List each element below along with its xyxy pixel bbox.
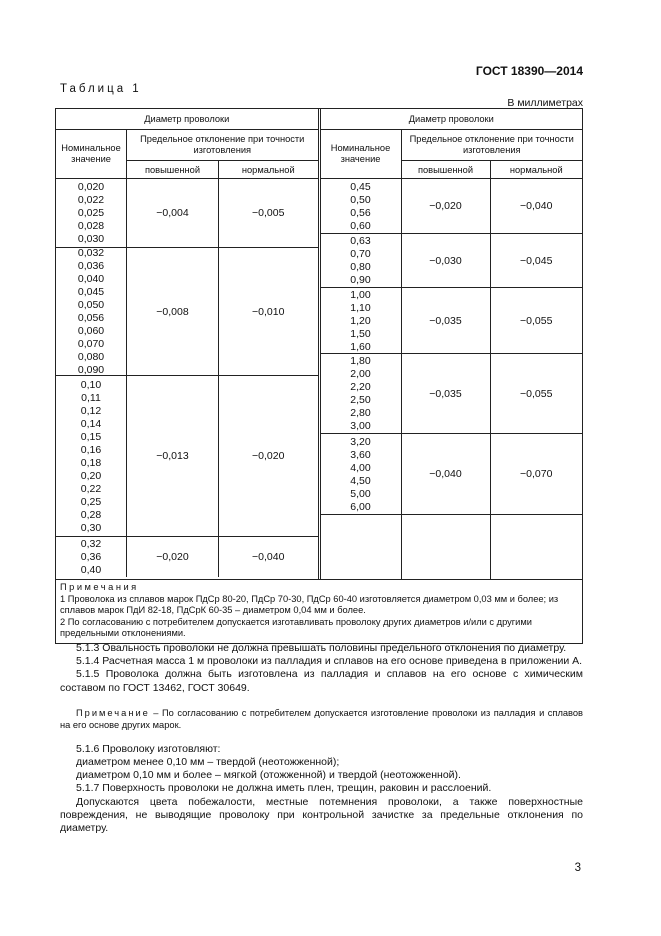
- nominal-value: 0,22: [80, 482, 102, 495]
- increased-deviation-cell: [402, 515, 491, 579]
- table-row: [56, 376, 318, 537]
- increased-deviation-cell: −0,035: [402, 354, 491, 433]
- nominal-values-cell: [56, 537, 127, 577]
- nominal-value: 0,11: [81, 391, 101, 404]
- nominal-value: 1,20: [350, 314, 371, 327]
- normal-deviation-cell: −0,005: [252, 207, 285, 219]
- nominal-value: 0,12: [80, 404, 102, 417]
- nominal-value: 0,40: [80, 564, 102, 576]
- nominal-value: 0,080: [77, 351, 105, 363]
- nominal-value: 0,030: [77, 233, 105, 245]
- tolerance-table: [55, 108, 583, 644]
- nominal-value: 0,63: [350, 235, 371, 247]
- nominal-value: 0,028: [77, 220, 105, 232]
- normal-deviation-cell: −0,040: [252, 551, 285, 563]
- table-row: [321, 354, 583, 434]
- nominal-value: 2,20: [350, 381, 371, 393]
- col-increased: повышенной: [127, 161, 219, 178]
- note-2: 2 По согласованию с потребителем допускается изготавливать проволоку других диаметров и/или с другими предельными отклонениями.: [60, 616, 532, 638]
- nominal-value: 2,80: [350, 407, 371, 419]
- normal-deviation-cell: −0,010: [252, 305, 285, 318]
- nominal-values-cell: [56, 179, 127, 247]
- nominal-value: 0,025: [77, 207, 105, 219]
- header-row: [56, 130, 318, 179]
- nominal-value: 5,00: [350, 487, 371, 500]
- nominal-value: 0,040: [77, 273, 105, 285]
- normal-deviation-cell: −0,020: [252, 450, 285, 462]
- nominal-value: 0,056: [77, 312, 105, 324]
- nominal-values-cell: [321, 234, 402, 287]
- table-units: В миллиметрах: [507, 97, 583, 109]
- nominal-value: 0,020: [77, 181, 105, 193]
- left-rows: [56, 179, 318, 577]
- nominal-value: 0,28: [80, 508, 102, 521]
- nominal-value: 0,60: [350, 219, 371, 232]
- increased-deviation-cell: −0,040: [402, 434, 491, 514]
- nominal-values-cell: [56, 376, 127, 536]
- nominal-value: 0,16: [80, 443, 102, 456]
- col-deviation: Предельное отклонение при точности изготовления: [402, 130, 583, 161]
- normal-deviation-cell: −0,070: [520, 468, 553, 480]
- nominal-value: 0,14: [80, 417, 102, 430]
- increased-deviation-cell: −0,020: [402, 179, 491, 233]
- nominal-value: 3,00: [350, 420, 371, 432]
- nominal-value: 0,56: [350, 206, 371, 219]
- nominal-values-cell: [321, 354, 402, 433]
- nominal-value: 0,80: [350, 261, 371, 273]
- nominal-value: 1,10: [350, 301, 371, 314]
- col-title-diameter: Диаметр проволоки: [56, 109, 318, 130]
- nominal-value: 0,050: [77, 299, 105, 311]
- clause-5-1-5: 5.1.5 Проволока должна быть изготовлена из палладия и сплавов на его основе с химическим составом по ГОСТ 13462, ГОСТ 30649.: [60, 668, 583, 694]
- nominal-value: 0,090: [77, 364, 105, 376]
- increased-deviation-cell: −0,020: [127, 537, 219, 577]
- col-nominal: Номинальное значение: [56, 130, 127, 178]
- nominal-value: 0,20: [80, 469, 102, 482]
- nominal-values-cell: [321, 288, 402, 353]
- nominal-value: 0,022: [77, 194, 105, 206]
- nominal-value: 0,18: [80, 456, 102, 469]
- nominal-value: 0,90: [350, 274, 371, 286]
- nominal-value: 0,32: [80, 538, 102, 550]
- nominal-value: 0,032: [77, 247, 105, 259]
- nominal-value: 3,60: [350, 448, 371, 461]
- clause-5-1-6-b: диаметром 0,10 мм и более – мягкой (отожженной) и твердой (неотожженной).: [76, 769, 461, 782]
- nominal-value: 1,00: [350, 288, 371, 301]
- table-caption: Таблица 1: [60, 83, 142, 95]
- clause-5-1-4: 5.1.4 Расчетная масса 1 м проволоки из палладия и сплавов на его основе приведена в приложении А.: [76, 655, 583, 668]
- nominal-values-cell: [321, 434, 402, 514]
- body-text: [60, 642, 583, 835]
- nominal-value: 0,060: [77, 325, 105, 337]
- nominal-value: 0,036: [77, 260, 105, 272]
- normal-deviation-cell: −0,055: [520, 314, 553, 327]
- nominal-value: 2,50: [350, 394, 371, 406]
- note-label: Примечание: [76, 707, 150, 718]
- nominal-value: 4,50: [350, 474, 371, 487]
- normal-deviation-cell: −0,040: [520, 200, 553, 212]
- table-row: [56, 537, 318, 577]
- nominal-value: 0,36: [80, 551, 102, 563]
- nominal-value: 3,20: [350, 435, 371, 448]
- nominal-value: 0,15: [80, 430, 102, 443]
- clause-5-1-6: 5.1.6 Проволоку изготовляют:: [76, 742, 221, 755]
- nominal-values-cell: [56, 248, 127, 375]
- increased-deviation-cell: −0,035: [402, 288, 491, 353]
- nominal-value: 2,00: [350, 368, 371, 380]
- increased-deviation-cell: −0,013: [127, 376, 219, 536]
- col-increased: повышенной: [402, 161, 491, 178]
- nominal-values-cell: [321, 179, 402, 233]
- nominal-value: 4,00: [350, 461, 371, 474]
- table-right-half: [321, 109, 583, 579]
- clause-5-1-7: 5.1.7 Поверхность проволоки не должна иметь плен, трещин, раковин и расслоений.: [76, 782, 492, 795]
- table-row: [321, 179, 583, 234]
- normal-deviation-cell: [491, 515, 583, 579]
- nominal-value: 0,70: [350, 248, 371, 260]
- table-row: [56, 248, 318, 376]
- table-row: [321, 434, 583, 515]
- nominal-value: 1,60: [350, 340, 371, 353]
- table-row: [321, 234, 583, 288]
- col-nominal: Номинальное значение: [321, 130, 402, 178]
- nominal-value: 0,25: [80, 495, 102, 508]
- nominal-value: 1,80: [350, 355, 371, 367]
- normal-deviation-cell: −0,045: [520, 254, 553, 267]
- col-normal: нормальной: [241, 164, 295, 175]
- header-row: [321, 130, 583, 179]
- nominal-value: 0,50: [350, 193, 371, 206]
- table-notes: [55, 580, 583, 644]
- table-row: [321, 288, 583, 354]
- page-number: 3: [574, 862, 581, 874]
- table-left-half: [56, 109, 321, 579]
- nominal-value: 0,30: [80, 521, 102, 534]
- nominal-value: 0,045: [77, 286, 105, 298]
- note-text: – По согласованию с потребителем допускается изготовление проволоки из палладия и сплавов на его основе других марок.: [60, 707, 583, 730]
- right-rows: [321, 179, 583, 579]
- clause-5-1-7-b: Допускаются цвета побежалости, местные потемнения проволоки, а также поверхностные повреждения, не выводящие проволоку при контрольной зачистке за предельные отклонения по диаметру.: [60, 795, 583, 835]
- increased-deviation-cell: −0,004: [127, 179, 219, 247]
- table-row: [56, 179, 318, 248]
- col-deviation: Предельное отклонение при точности изготовления: [127, 130, 318, 161]
- nominal-value: 0,070: [77, 338, 105, 350]
- col-title-diameter: Диаметр проволоки: [321, 109, 583, 130]
- increased-deviation-cell: −0,030: [402, 234, 491, 287]
- nominal-value: 1,50: [350, 327, 371, 340]
- nominal-value: 0,10: [80, 378, 102, 391]
- clause-5-1-3: 5.1.3 Овальность проволоки не должна превышать половины предельного отклонения по диаметру.: [76, 642, 567, 654]
- note-1: 1 Проволока из сплавов марок ПдСр 80-20, ПдСр 70-30, ПдСр 60-40 изготовляется диаметром 0,03 мм и более; из сплавов марок ПдИ 82-18, ПдСрК 60-35 – диаметром 0,04 мм и более.: [60, 593, 559, 615]
- note-paragraph: [60, 707, 583, 731]
- notes-title: Примечания: [60, 582, 139, 592]
- document-code: ГОСТ 18390—2014: [475, 64, 583, 78]
- col-normal: нормальной: [509, 164, 563, 175]
- normal-deviation-cell: −0,055: [520, 387, 553, 400]
- nominal-value: 6,00: [350, 500, 371, 513]
- table-row: [321, 515, 583, 579]
- increased-deviation-cell: −0,008: [127, 248, 219, 375]
- nominal-value: 0,45: [350, 180, 371, 193]
- nominal-values-cell: [321, 515, 402, 579]
- clause-5-1-6-a: диаметром менее 0,10 мм – твердой (неотожженной);: [76, 756, 340, 769]
